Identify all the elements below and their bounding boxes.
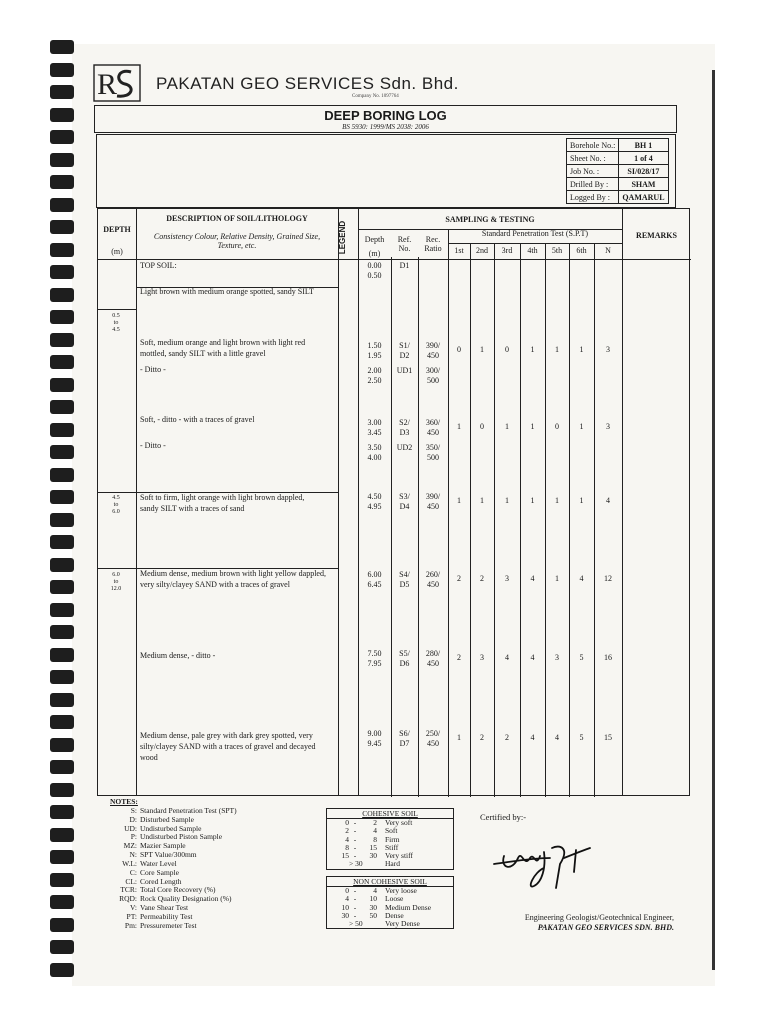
range-sep: - — [353, 826, 357, 836]
non-cohesive-soil-title: NON COHESIVE SOIL — [327, 877, 453, 887]
spt-blow-count: 1 — [457, 733, 461, 742]
info-value: QAMARUL — [619, 191, 668, 204]
binding-ring — [50, 153, 74, 167]
note-text: Disturbed Sample — [140, 814, 194, 824]
info-value: 1 of 4 — [619, 152, 668, 165]
spt-blow-count: 4 — [505, 653, 509, 662]
info-label: Sheet No. : — [567, 152, 619, 165]
column-rule — [448, 229, 449, 797]
sample-ref-no: UD1 — [396, 366, 413, 375]
range-sep: - — [353, 894, 357, 904]
binding-ring — [50, 63, 74, 77]
sample-depth: 1.50 1.95 — [367, 341, 382, 360]
range-to: 4 — [373, 886, 377, 895]
layer-depth-range: 6.0 to 12.0 — [110, 572, 122, 592]
binding-ring — [50, 310, 74, 324]
note-key: N: — [129, 850, 137, 860]
range-from: 4 — [345, 834, 349, 844]
binding-ring — [50, 423, 74, 437]
blow-3-header: 3rd — [501, 246, 513, 255]
range-to: 4 — [373, 826, 377, 836]
consistency-term: Firm — [385, 834, 400, 844]
soil-description-line: sandy SILT with a traces of sand — [140, 504, 245, 513]
sample-depth: 0.00 0.50 — [367, 261, 382, 280]
range-to: 10 — [369, 894, 377, 904]
recovery-ratio: 390/ 450 — [425, 492, 441, 511]
recovery-ratio: 260/ 450 — [425, 570, 441, 589]
range-sep: - — [353, 902, 357, 912]
range-to: 8 — [373, 834, 377, 844]
soil-description-line: Soft, medium orange and light brown with light red — [140, 338, 306, 347]
engineer-signature-block — [474, 913, 674, 932]
spt-blow-count: 0 — [505, 345, 509, 354]
soil-class-row — [327, 860, 453, 868]
soil-description-line: very silty/clayey SAND with a traces of gravel — [140, 580, 290, 589]
legend-label: LEGEND — [338, 220, 348, 255]
binding-ring — [50, 468, 74, 482]
spt-n-value: 3 — [606, 422, 610, 431]
sheet-edge — [712, 70, 715, 970]
non-cohesive-soil-rows — [327, 887, 453, 928]
binding-ring — [50, 603, 74, 617]
spt-blow-count: 4 — [530, 733, 535, 742]
info-label: Drilled By : — [567, 178, 619, 191]
column-rule — [594, 243, 595, 797]
consistency-term: Loose — [385, 894, 404, 904]
column-rule — [136, 209, 137, 795]
sample-ref-no: S6/ D7 — [399, 729, 410, 748]
sample-depth: 3.00 3.45 — [367, 418, 382, 437]
info-value: SI/028/17 — [619, 165, 668, 178]
note-key: RQD: — [119, 894, 137, 904]
sample-ref-no: S3/ D4 — [399, 492, 410, 511]
blow-2-header: 2nd — [476, 246, 488, 255]
notes-title: NOTES: — [110, 797, 138, 806]
info-label: Logged By : — [567, 191, 619, 204]
binding-ring — [50, 40, 74, 54]
sample-ref-no: S1/ D2 — [399, 341, 410, 360]
spt-n-value: 12 — [604, 574, 612, 583]
spt-blow-count: 5 — [579, 653, 584, 662]
blow-5-header: 5th — [551, 246, 563, 255]
binding-ring — [50, 648, 74, 662]
sample-ref-no: D1 — [399, 261, 410, 270]
spt-header: Standard Penetration Test (S.P.T) — [481, 229, 589, 238]
blow-1-header: 1st — [454, 246, 464, 255]
info-value: BH 1 — [619, 139, 668, 152]
depth-header: DEPTH — [103, 225, 131, 234]
note-key: V: — [130, 903, 137, 913]
soil-description-line: Medium dense, - ditto - — [140, 651, 216, 660]
note-text: Vane Shear Test — [140, 903, 189, 913]
range-sep: - — [353, 910, 357, 920]
company-number: Company No. 1097764 — [352, 94, 399, 99]
range-sep: - — [353, 886, 357, 895]
certified-by-label: Certified by:- — [480, 812, 527, 822]
binding-ring — [50, 693, 74, 707]
note-text: Undisturbed Piston Sample — [140, 832, 223, 842]
sample-depth-unit: (m) — [368, 249, 381, 258]
note-text: SPT Value/300mm — [140, 850, 197, 860]
note-key: S: — [130, 805, 137, 815]
binding-ring — [50, 513, 74, 527]
binding-ring — [50, 175, 74, 189]
column-rule — [470, 243, 471, 797]
spt-blow-count: 4 — [555, 733, 559, 742]
binding-ring — [50, 918, 74, 932]
header-rule — [448, 243, 622, 244]
range-from: 8 — [345, 842, 349, 852]
soil-description-line: silty/clayey SAND with a traces of gravel and decayed — [140, 742, 316, 751]
spt-blow-count: 2 — [480, 574, 484, 583]
note-key: P: — [130, 832, 137, 842]
binding-ring — [50, 445, 74, 459]
spt-blow-count: 2 — [457, 653, 461, 662]
spt-n-value: 15 — [604, 733, 612, 742]
column-rule — [418, 257, 419, 797]
signature-icon — [490, 828, 600, 892]
info-row-drilled-by — [567, 178, 669, 191]
info-label: Borehole No.: — [567, 139, 619, 152]
spt-blow-count: 2 — [480, 733, 484, 742]
blow-6-header: 6th — [576, 246, 587, 255]
binding-ring — [50, 580, 74, 594]
spt-n-value: 3 — [606, 345, 610, 354]
depth-unit: (m) — [111, 247, 123, 256]
spt-blow-count: 2 — [457, 574, 461, 583]
n-value-header: N — [605, 246, 611, 255]
binding-ring — [50, 490, 74, 504]
binding-ring — [50, 963, 74, 977]
recovery-ratio: 350/ 500 — [425, 443, 441, 462]
spt-blow-count: 3 — [505, 574, 509, 583]
soil-description-line: Medium dense, medium brown with light yellow dappled, — [140, 569, 326, 578]
column-rule — [520, 243, 521, 797]
binding-ring — [50, 198, 74, 212]
layer-depth-range: 0.5 to 4.5 — [112, 313, 120, 333]
layer-depth-range: 4.5 to 6.0 — [112, 495, 120, 515]
notes-block — [110, 798, 237, 931]
soil-description-line: Soft, - ditto - with a traces of gravel — [140, 415, 255, 424]
spt-blow-count: 1 — [555, 345, 559, 354]
soil-description-line: Light brown with medium orange spotted, sandy SILT — [140, 287, 314, 296]
note-key: D: — [129, 814, 137, 824]
spt-blow-count: 1 — [505, 496, 509, 505]
spt-blow-count: 1 — [579, 422, 584, 431]
spt-blow-count: 5 — [579, 733, 584, 742]
binding-ring — [50, 760, 74, 774]
info-row-job — [567, 165, 669, 178]
range-from: 4 — [345, 894, 349, 904]
spt-blow-count: 1 — [579, 345, 584, 354]
binding-ring — [50, 805, 74, 819]
spt-blow-count: 1 — [480, 496, 484, 505]
column-rule — [391, 257, 392, 797]
sample-ref-no: S2/ D3 — [399, 418, 410, 437]
legend-header — [338, 217, 354, 257]
company-logo-icon — [93, 64, 141, 102]
range-sep: - — [353, 842, 357, 852]
range-sep: - — [353, 818, 357, 827]
page-title: DEEP BORING LOG — [324, 108, 447, 123]
sample-depth: 9.00 9.45 — [367, 729, 382, 748]
consistency-term: Dense — [385, 910, 404, 920]
range-from: 2 — [345, 826, 349, 836]
consistency-term: Soft — [385, 826, 398, 836]
sample-depth-header: Depth — [364, 235, 385, 244]
note-text: Total Core Recovery (%) — [140, 885, 216, 895]
blow-4-header: 4th — [527, 246, 538, 255]
range-from: 0 — [345, 886, 349, 895]
binding-ring — [50, 715, 74, 729]
range-from: 15 — [341, 851, 349, 860]
recovery-ratio: 360/ 450 — [425, 418, 441, 437]
sample-ref-no: UD2 — [396, 443, 413, 452]
column-rule — [569, 243, 570, 797]
svg-text:R: R — [97, 68, 118, 101]
range-to: 2 — [373, 818, 377, 827]
soil-description-line: Medium dense, pale grey with dark grey spotted, very — [140, 731, 313, 740]
spt-blow-count: 1 — [457, 496, 461, 505]
sample-depth: 3.50 4.00 — [367, 443, 382, 462]
note-text: Mazier Sample — [140, 841, 186, 851]
borehole-info-table — [566, 138, 669, 204]
spt-blow-count: 1 — [530, 496, 535, 505]
engineer-title: Engineering Geologist/Geotechnical Engineer, — [524, 913, 674, 922]
binding-ring — [50, 85, 74, 99]
info-value: SHAM — [619, 178, 668, 191]
consistency-term: Very loose — [385, 886, 417, 895]
recovery-ratio: 280/ 450 — [425, 649, 441, 668]
binding-ring — [50, 850, 74, 864]
cohesive-soil-rows — [327, 819, 453, 869]
spt-n-value: 16 — [604, 653, 612, 662]
note-key: W.L: — [122, 858, 137, 868]
soil-description-line: - Ditto - — [140, 441, 166, 450]
info-row-logged-by — [567, 191, 669, 204]
spt-blow-count: 4 — [530, 653, 535, 662]
note-text: Permeability Test — [140, 911, 193, 921]
binding-ring — [50, 558, 74, 572]
note-key: TCR: — [120, 885, 137, 895]
boring-log-table — [97, 208, 690, 796]
binding-ring — [50, 378, 74, 392]
spt-blow-count: 2 — [505, 733, 509, 742]
range-from: 0 — [345, 818, 349, 827]
binding-ring — [50, 783, 74, 797]
range-sep: > 30 — [349, 859, 363, 869]
sample-depth: 6.00 6.45 — [367, 570, 382, 589]
column-rule — [622, 209, 623, 795]
info-row-borehole — [567, 139, 669, 152]
spt-blow-count: 1 — [530, 422, 535, 431]
info-row-sheet — [567, 152, 669, 165]
note-text: Core Sample — [140, 867, 179, 877]
column-rule — [494, 243, 495, 797]
company-name: PAKATAN GEO SERVICES Sdn. Bhd. — [156, 74, 459, 93]
non-cohesive-soil-table — [326, 876, 454, 929]
note-text: Cored Length — [140, 876, 182, 886]
info-label: Job No. : — [567, 165, 619, 178]
soil-description-line: - Ditto - — [140, 365, 166, 374]
note-text: Rock Quality Designation (%) — [140, 894, 232, 904]
photo-background — [0, 986, 768, 1024]
spt-n-value: 4 — [606, 496, 610, 505]
range-to: 50 — [369, 910, 377, 920]
binding-ring — [50, 108, 74, 122]
note-key: CL: — [125, 876, 137, 886]
consistency-term: Very stiff — [385, 851, 413, 860]
note-key: PT: — [126, 911, 137, 921]
soil-class-row — [327, 920, 453, 928]
sample-ref-no: S5/ D6 — [399, 649, 410, 668]
recovery-ratio: 390/ 450 — [425, 341, 441, 360]
range-from: 10 — [341, 902, 349, 912]
spt-blow-count: 1 — [530, 345, 535, 354]
note-text: Standard Penetration Test (SPT) — [140, 805, 237, 815]
sample-depth: 4.50 4.95 — [367, 492, 382, 511]
binding-ring — [50, 828, 74, 842]
binding-ring — [50, 738, 74, 752]
consistency-term: Very Dense — [385, 919, 420, 928]
range-to: 30 — [369, 902, 377, 912]
rec-ratio-header: Rec. Ratio — [424, 235, 442, 254]
range-to: 30 — [369, 851, 377, 860]
ref-no-header: Ref. No. — [397, 235, 412, 254]
description-subheader: Consistency Colour, Relative Density, Grained Size, Texture, etc. — [153, 232, 321, 251]
binding-ring — [50, 873, 74, 887]
spt-blow-count: 1 — [579, 496, 584, 505]
binding-ring — [50, 625, 74, 639]
note-key: C: — [129, 867, 137, 877]
range-sep: - — [353, 834, 357, 844]
description-header: DESCRIPTION OF SOIL/LITHOLOGY — [166, 214, 308, 223]
soil-description-line: mottled, sandy SILT with a little gravel — [140, 349, 266, 358]
binding-ring — [50, 243, 74, 257]
note-key: UD: — [124, 823, 137, 833]
note-item — [110, 922, 237, 931]
firm-name: PAKATAN GEO SERVICES SDN. BHD. — [537, 922, 674, 932]
soil-description-line: TOP SOIL: — [140, 261, 177, 270]
header-rule — [98, 259, 691, 260]
binding-ring — [50, 535, 74, 549]
spt-blow-count: 1 — [480, 345, 484, 354]
sample-ref-no: S4/ D5 — [399, 570, 410, 589]
spt-blow-count: 0 — [555, 422, 559, 431]
spt-blow-count: 0 — [457, 345, 461, 354]
column-rule — [338, 209, 339, 795]
range-sep: > 50 — [349, 919, 363, 928]
note-text: Water Level — [140, 858, 177, 868]
spt-blow-count: 1 — [555, 496, 559, 505]
range-from: 30 — [341, 910, 349, 920]
soil-description-line: wood — [140, 753, 158, 762]
consistency-term: Stiff — [385, 842, 399, 852]
layer-rule — [98, 309, 136, 310]
spt-blow-count: 0 — [480, 422, 484, 431]
note-text: Undisturbed Sample — [140, 823, 202, 833]
note-key: MZ: — [123, 841, 137, 851]
spt-blow-count: 1 — [555, 574, 559, 583]
column-rule — [545, 243, 546, 797]
sample-depth: 2.00 2.50 — [367, 366, 382, 385]
note-text: Pressuremeter Test — [140, 920, 197, 930]
notes-list — [110, 807, 237, 931]
spt-blow-count: 1 — [505, 422, 509, 431]
cohesive-soil-table — [326, 808, 454, 870]
spt-blow-count: 4 — [579, 574, 584, 583]
range-to: 15 — [369, 842, 377, 852]
spt-blow-count: 4 — [530, 574, 535, 583]
binding-ring — [50, 400, 74, 414]
consistency-term: Very soft — [385, 818, 413, 827]
spiral-binding — [50, 40, 74, 985]
binding-ring — [50, 288, 74, 302]
spt-blow-count: 3 — [555, 653, 559, 662]
binding-ring — [50, 265, 74, 279]
consistency-term: Hard — [385, 859, 400, 869]
spt-blow-count: 1 — [457, 422, 461, 431]
soil-description-line: Soft to firm, light orange with light brown dappled, — [140, 493, 305, 502]
binding-ring — [50, 940, 74, 954]
cohesive-soil-title: COHESIVE SOIL — [327, 809, 453, 819]
recovery-ratio: 250/ 450 — [425, 729, 441, 748]
remarks-header: REMARKS — [636, 231, 677, 240]
recovery-ratio: 300/ 500 — [425, 366, 441, 385]
binding-ring — [50, 333, 74, 347]
range-sep: - — [353, 851, 357, 860]
sampling-header: SAMPLING & TESTING — [445, 215, 535, 224]
binding-ring — [50, 895, 74, 909]
title-box — [94, 105, 677, 133]
note-key: Pm: — [124, 920, 137, 930]
sample-depth: 7.50 7.95 — [367, 649, 382, 668]
binding-ring — [50, 220, 74, 234]
binding-ring — [50, 130, 74, 144]
consistency-term: Medium Dense — [385, 902, 432, 912]
spt-blow-count: 3 — [480, 653, 484, 662]
binding-ring — [50, 355, 74, 369]
standard-reference: BS 5930: 1999/MS 2038: 2006 — [342, 123, 429, 131]
binding-ring — [50, 670, 74, 684]
